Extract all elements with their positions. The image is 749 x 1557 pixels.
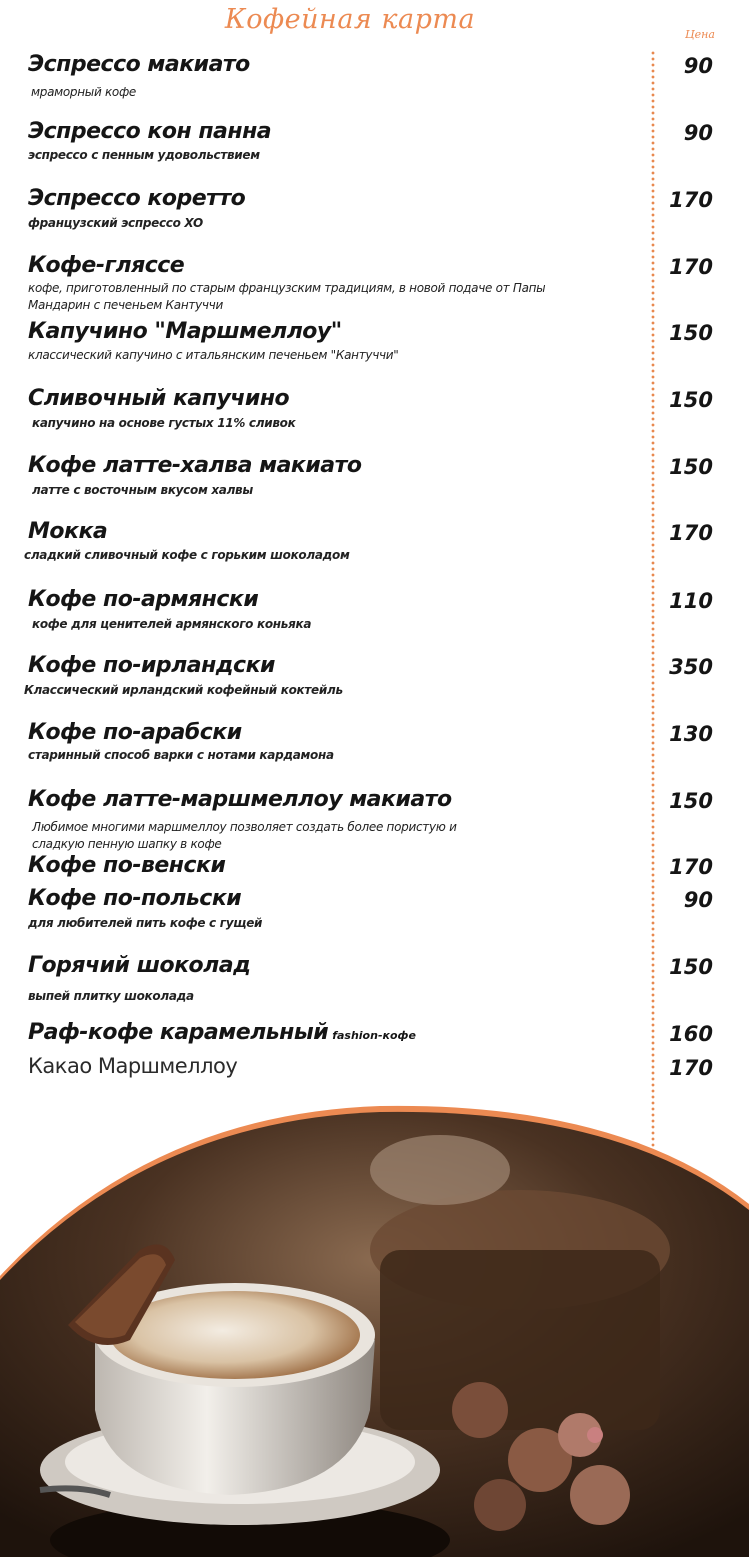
item-name: Капучино "Маршмеллоу" [28,319,342,344]
item-price: 110 [669,589,713,613]
item-description: выпей плитку шоколада [28,989,194,1003]
menu-title: Кофейная карта [224,4,476,35]
item-name: Кофе по-польски [28,886,242,911]
item-price: 90 [683,121,713,145]
item-price: 170 [669,855,713,879]
item-description: Классический ирландский кофейный коктейль [24,683,343,697]
item-price: 170 [669,1056,713,1080]
item-price: 90 [683,54,713,78]
item-price: 170 [669,188,713,212]
item-name: Эспрессо коретто [28,186,246,211]
item-price: 150 [669,321,713,345]
cup-of-cappuccino-photo [0,1100,749,1557]
item-description: мраморный кофе [31,85,137,99]
item-price: 150 [669,455,713,479]
item-name: Какао Маршмеллоу [28,1054,238,1078]
item-tag: fashion-кофе [332,1029,416,1042]
item-price: 150 [669,955,713,979]
item-name: Кофе по-армянски [28,587,259,612]
item-name: Сливочный капучино [28,386,290,411]
item-name [28,1020,416,1045]
item-name: Мокка [28,519,108,544]
item-name: Эспрессо кон панна [28,119,272,144]
item-description: латте с восточным вкусом халвы [32,483,253,497]
item-price: 350 [669,655,713,679]
item-name: Горячий шоколад [28,953,251,978]
item-description: эспрессо с пенным удовольствием [28,148,260,162]
item-price: 150 [669,388,713,412]
item-name: Кофе латте-маршмеллоу макиато [28,787,452,812]
item-description: кофе для ценителей армянского коньяка [32,617,312,631]
item-description: французский эспрессо XO [28,216,203,230]
item-name: Эспрессо макиато [28,52,250,77]
item-name-text: Раф-кофе карамельный [28,1020,329,1045]
item-price: 160 [669,1022,713,1046]
item-description: классический капучино с итальянским печеньем "Кантуччи" [28,348,399,362]
item-name: Кофе по-ирландски [28,653,275,678]
coffee-illustration [0,1100,749,1557]
item-description: капучино на основе густых 11% сливок [32,416,296,430]
item-description: старинный способ варки с нотами кардамона [28,748,334,762]
item-price: 170 [669,255,713,279]
item-description: сладкий сливочный кофе с горьким шоколадом [24,548,350,562]
item-price: 150 [669,789,713,813]
item-description: Любимое многими маршмеллоу позволяет создать более пористую и сладкую пенную шапку в кофе [32,820,457,851]
item-name: Кофе по-арабски [28,720,242,745]
item-price: 170 [669,521,713,545]
item-description: для любителей пить кофе с гущей [28,916,263,930]
item-price: 130 [669,722,713,746]
item-name: Кофе латте-халва макиато [28,453,362,478]
item-description: кофе, приготовленный по старым французским традициям, в новой подаче от Папы Мандарин с печеньем Кантуччи [28,281,546,312]
item-price: 90 [683,888,713,912]
item-name: Кофе по-венски [28,853,226,878]
item-name: Кофе-гляссе [28,253,185,278]
price-column-label: Цена [685,28,715,41]
